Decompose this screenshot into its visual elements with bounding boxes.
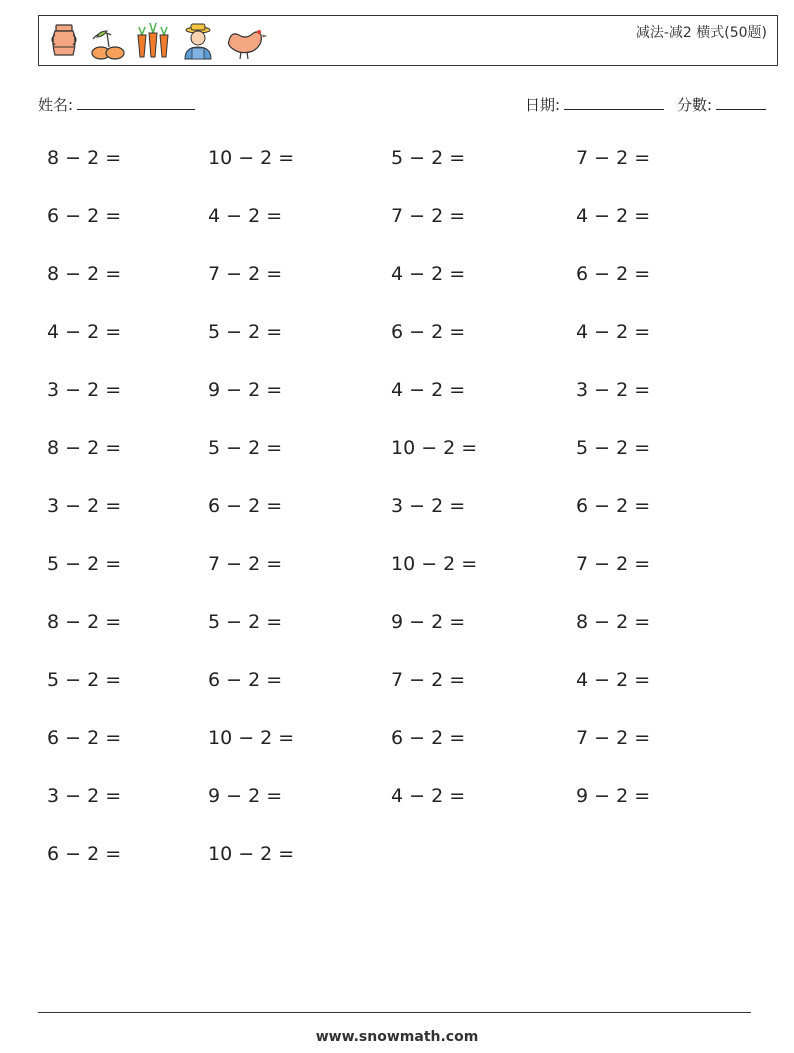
problem-item: 7 − 2 = <box>576 727 651 749</box>
problem-item: 3 − 2 = <box>47 379 122 401</box>
problem-item: 3 − 2 = <box>47 785 122 807</box>
problem-item: 4 − 2 = <box>391 263 466 285</box>
footer-website: www.snowmath.com <box>315 1029 479 1045</box>
problem-item: 10 − 2 = <box>208 727 295 749</box>
header-icons <box>47 20 267 62</box>
problem-item: 7 − 2 = <box>576 553 651 575</box>
farmer-icon <box>179 21 217 61</box>
problem-item: 6 − 2 = <box>208 669 283 691</box>
worksheet-title: 减法-减2 横式(50题) <box>635 25 767 41</box>
problem-item: 4 − 2 = <box>576 205 651 227</box>
problem-item: 9 − 2 = <box>208 785 283 807</box>
problem-item: 5 − 2 = <box>208 437 283 459</box>
peach-icon <box>87 21 127 61</box>
problem-item: 6 − 2 = <box>576 263 651 285</box>
problem-item: 4 − 2 = <box>391 785 466 807</box>
problem-item: 9 − 2 = <box>391 611 466 633</box>
chicken-icon <box>223 21 267 61</box>
problem-item: 4 − 2 = <box>576 321 651 343</box>
problem-item: 9 − 2 = <box>576 785 651 807</box>
problem-item: 7 − 2 = <box>208 553 283 575</box>
problem-item: 10 − 2 = <box>208 843 295 865</box>
problem-item: 3 − 2 = <box>576 379 651 401</box>
problem-item: 6 − 2 = <box>576 495 651 517</box>
footer-divider <box>38 1012 751 1013</box>
problem-item: 7 − 2 = <box>391 669 466 691</box>
problem-item: 5 − 2 = <box>208 611 283 633</box>
problem-item: 5 − 2 = <box>47 669 122 691</box>
problem-item: 6 − 2 = <box>208 495 283 517</box>
problem-item: 10 − 2 = <box>208 147 295 169</box>
problem-item: 4 − 2 = <box>47 321 122 343</box>
date-field <box>525 94 664 115</box>
problem-item: 3 − 2 = <box>47 495 122 517</box>
problem-item: 10 − 2 = <box>391 553 478 575</box>
problem-item: 6 − 2 = <box>47 205 122 227</box>
problem-item: 4 − 2 = <box>208 205 283 227</box>
problem-item: 6 − 2 = <box>47 727 122 749</box>
problem-item: 5 − 2 = <box>47 553 122 575</box>
score-blank[interactable] <box>716 95 766 110</box>
problem-item: 7 − 2 = <box>576 147 651 169</box>
problem-item: 5 − 2 = <box>576 437 651 459</box>
jug-icon <box>47 21 81 61</box>
date-blank[interactable] <box>564 95 664 110</box>
name-label: 姓名: <box>38 96 74 114</box>
problem-item: 9 − 2 = <box>208 379 283 401</box>
problem-item: 10 − 2 = <box>391 437 478 459</box>
carrots-icon <box>133 21 173 61</box>
problem-item: 8 − 2 = <box>47 611 122 633</box>
name-field <box>38 94 195 115</box>
problem-item: 8 − 2 = <box>47 147 122 169</box>
problem-item: 5 − 2 = <box>208 321 283 343</box>
score-label: 分數: <box>677 96 713 114</box>
problem-item: 5 − 2 = <box>391 147 466 169</box>
name-blank[interactable] <box>77 95 195 110</box>
problem-item: 4 − 2 = <box>391 379 466 401</box>
problem-item: 6 − 2 = <box>391 321 466 343</box>
problem-item: 4 − 2 = <box>576 669 651 691</box>
problem-item: 8 − 2 = <box>47 263 122 285</box>
date-label: 日期: <box>525 96 561 114</box>
problem-item: 8 − 2 = <box>576 611 651 633</box>
problem-item: 8 − 2 = <box>47 437 122 459</box>
problem-item: 6 − 2 = <box>391 727 466 749</box>
score-field <box>677 94 766 115</box>
header-box <box>38 15 778 66</box>
problem-item: 3 − 2 = <box>391 495 466 517</box>
problem-item: 7 − 2 = <box>391 205 466 227</box>
problem-item: 7 − 2 = <box>208 263 283 285</box>
problem-item: 6 − 2 = <box>47 843 122 865</box>
